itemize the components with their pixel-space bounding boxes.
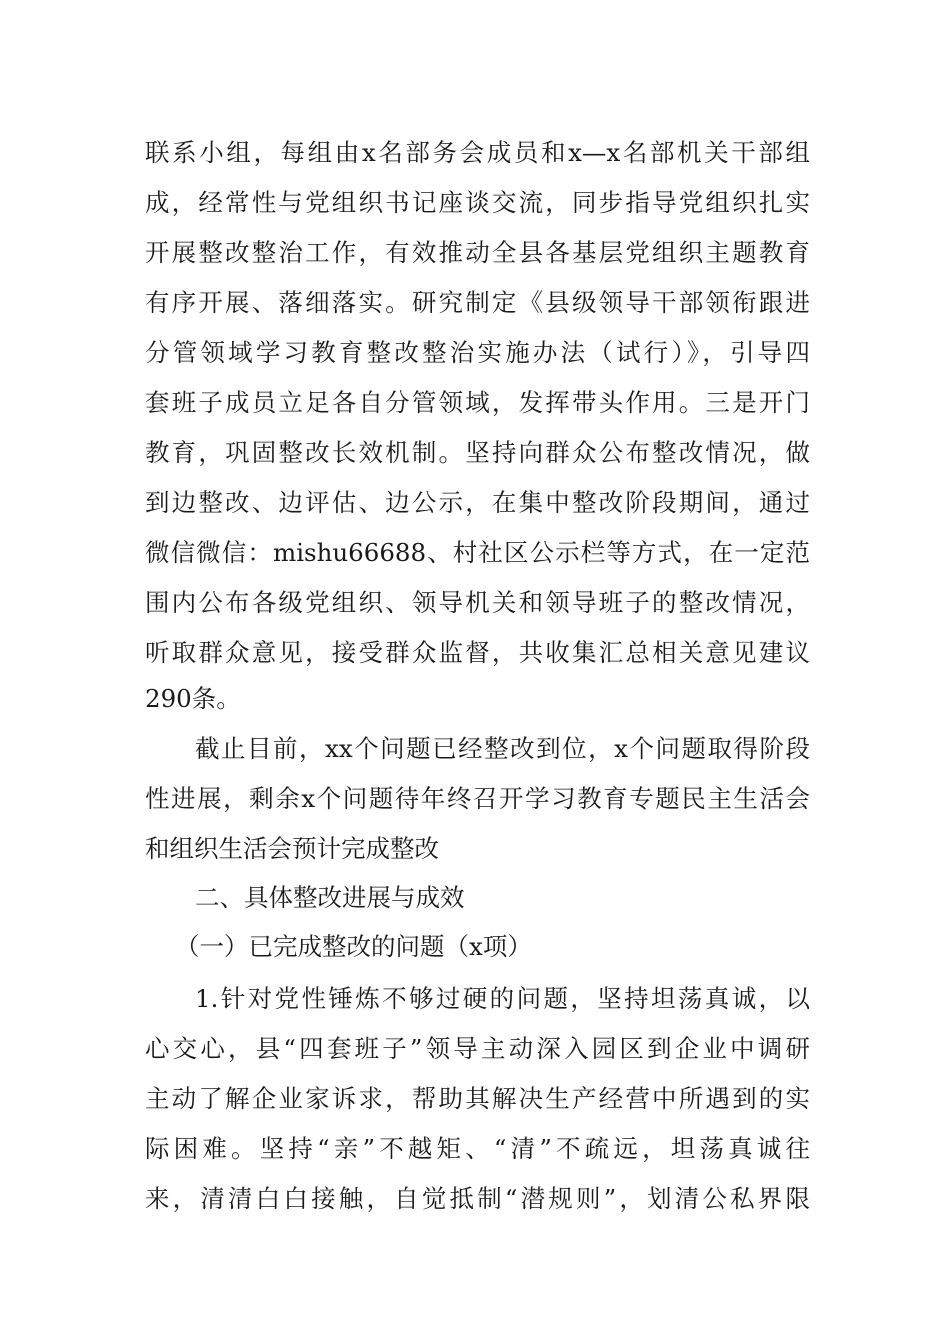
body-text-line: 到边整改、边评估、边公示，在集中整改阶段期间，通过 bbox=[145, 488, 810, 517]
body-text-line: 际困难。坚持“亲”不越矩、“清”不疏远，坦荡真诚往 bbox=[145, 1134, 810, 1163]
body-text-line: 和组织生活会预计完成整改 bbox=[145, 834, 439, 863]
body-text-line: 围内公布各级党组织、领导机关和领导班子的整改情况， bbox=[145, 588, 810, 617]
body-text-line: 1.针对党性锤炼不够过硬的问题，坚持坦荡真诚，以 bbox=[195, 984, 810, 1013]
body-text-line: 套班子成员立足各自分管领域，发挥带头作用。三是开门 bbox=[145, 388, 810, 417]
body-text-line: 分管领域学习教育整改整治实施办法（试行）》，引导四 bbox=[145, 338, 810, 367]
body-text-line: 心交心，县“四套班子”领导主动深入园区到企业中调研 bbox=[145, 1034, 810, 1063]
body-text-line: 290条。 bbox=[145, 684, 241, 713]
body-text-line: 开展整改整治工作，有效推动全县各基层党组织主题教育 bbox=[145, 238, 810, 267]
body-text-line: 主动了解企业家诉求，帮助其解决生产经营中所遇到的实 bbox=[145, 1084, 810, 1113]
body-text-line: 性进展，剩余x个问题待年终召开学习教育专题民主生活会 bbox=[145, 784, 810, 813]
body-text-line: 微信微信：mishu66688、村社区公示栏等方式，在一定范 bbox=[145, 538, 810, 567]
body-text-line: 来，清清白白接触，自觉抵制“潜规则”，划清公私界限 bbox=[145, 1184, 810, 1213]
subsection-heading: （一）已完成整改的问题（x项） bbox=[175, 932, 532, 961]
body-text-line: 截止目前，xx个问题已经整改到位，x个问题取得阶段 bbox=[195, 734, 810, 763]
body-text-line: 听取群众意见，接受群众监督，共收集汇总相关意见建议 bbox=[145, 638, 810, 667]
section-heading: 二、具体整改进展与成效 bbox=[195, 883, 465, 912]
body-text-line: 教育，巩固整改长效机制。坚持向群众公布整改情况，做 bbox=[145, 438, 810, 467]
body-text-line: 成，经常性与党组织书记座谈交流，同步指导党组织扎实 bbox=[145, 188, 810, 217]
body-text-line: 有序开展、落细落实。研究制定《县级领导干部领衔跟进 bbox=[145, 288, 810, 317]
body-text-line: 联系小组，每组由x名部务会成员和x—x名部机关干部组 bbox=[145, 138, 810, 167]
